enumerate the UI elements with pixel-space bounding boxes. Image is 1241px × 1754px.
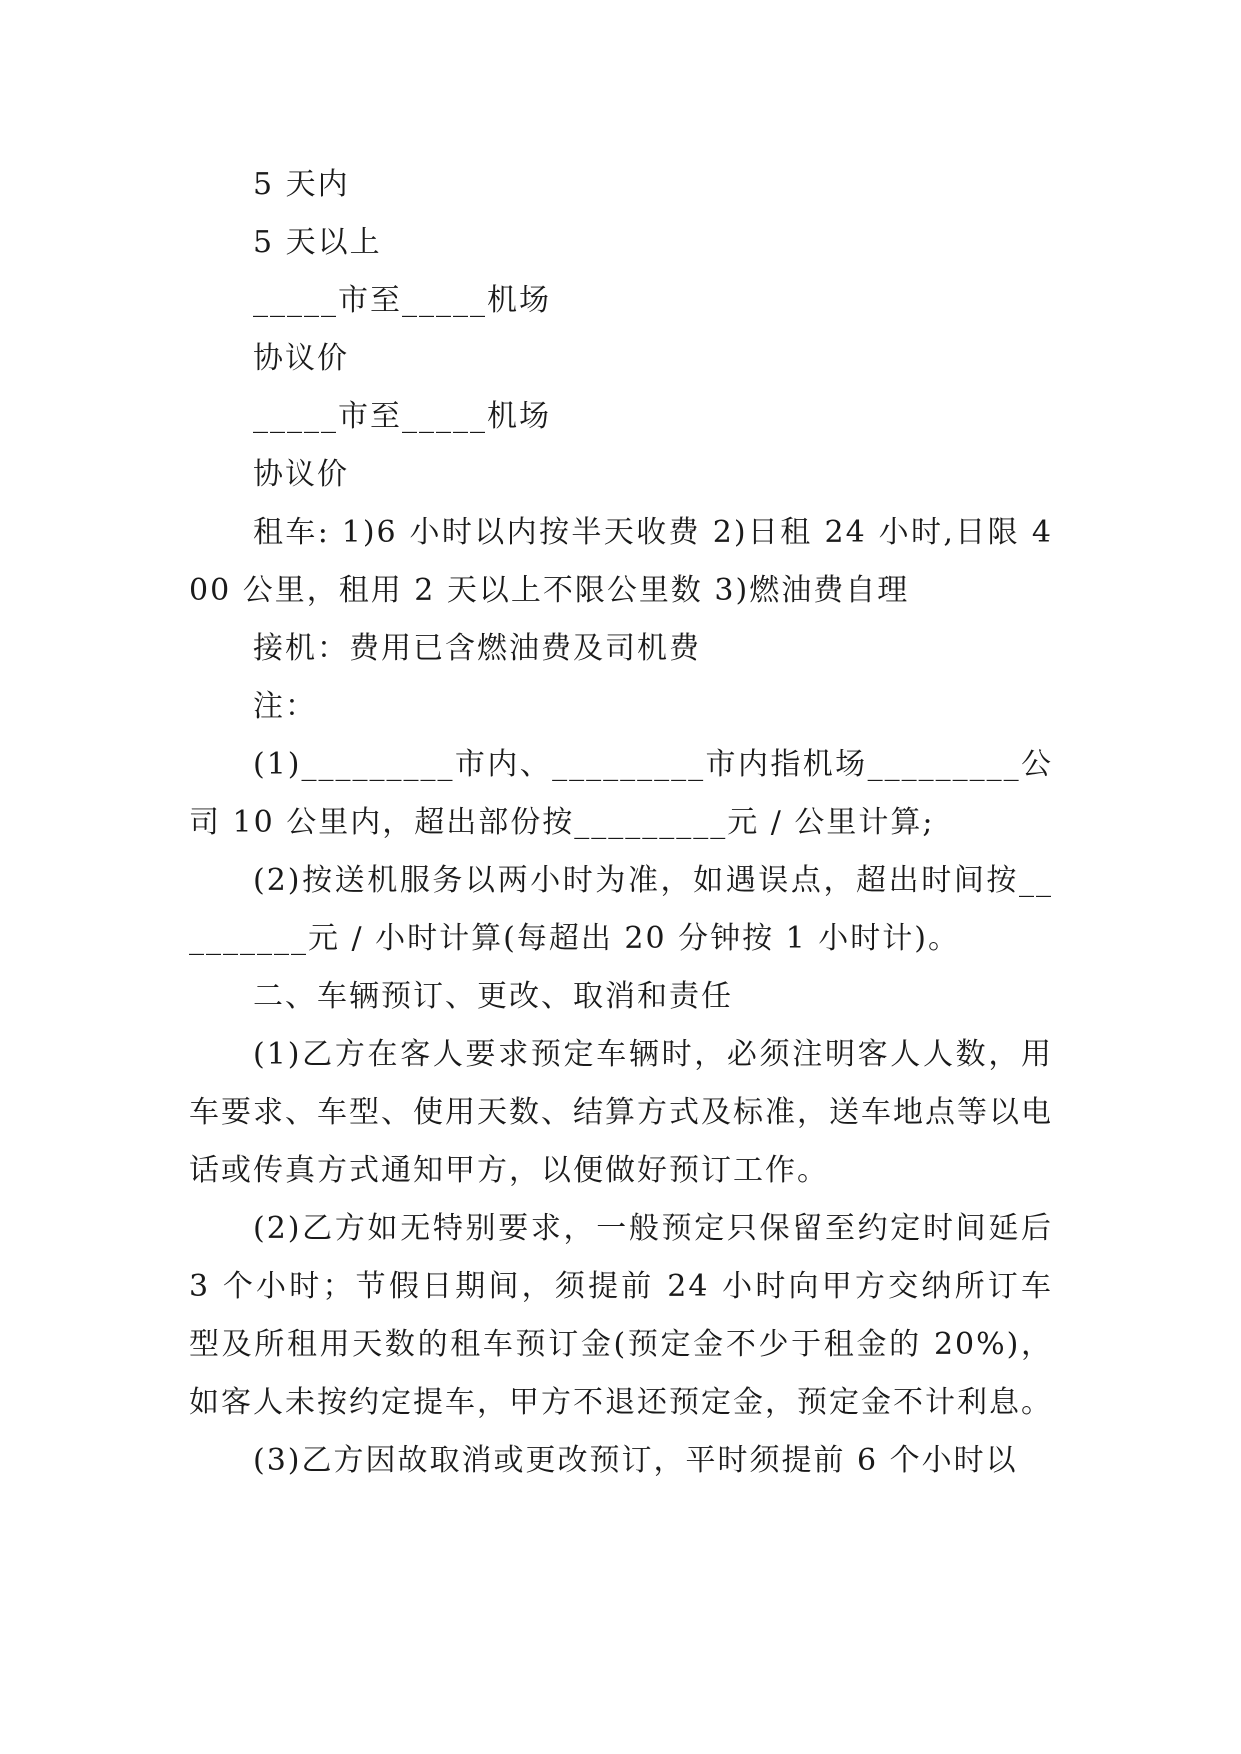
- paragraph-city-to-airport-2: _____市至_____机场: [253, 399, 551, 434]
- paragraph-city-to-airport-1: _____市至_____机场: [253, 283, 551, 318]
- paragraph-note-heading: 注：: [253, 689, 317, 724]
- paragraph-note-1: (1)_________市内、_________市内指机场_________公司 10 公里内，超出部份按_________元 / 公里计算;: [189, 747, 1053, 840]
- paragraph-booking-1: (1)乙方在客人要求预定车辆时，必须注明客人人数，用车要求、车型、使用天数、结算方式及标准，送车地点等以电话或传真方式通知甲方，以便做好预订工作。: [189, 1037, 1053, 1188]
- document-body: [189, 156, 1053, 1490]
- paragraph-negotiated-price-2: 协议价: [253, 457, 349, 492]
- paragraph-car-rental-terms: 租车: 1)6 小时以内按半天收费 2)日租 24 小时,日限 400 公里，租用 2 天以上不限公里数 3)燃油费自理: [189, 515, 1053, 608]
- paragraph-negotiated-price-1: 协议价: [253, 341, 349, 376]
- paragraph-5-days-above: 5 天以上: [253, 225, 382, 260]
- paragraph-5-days-within: 5 天内: [253, 167, 350, 202]
- paragraph-note-2: (2)按送机服务以两小时为准，如遇误点，超出时间按_________元 / 小时计算(每超出 20 分钟按 1 小时计)。: [189, 863, 1053, 956]
- section-heading-booking: 二、车辆预订、更改、取消和责任: [253, 979, 733, 1014]
- paragraph-booking-2: (2)乙方如无特别要求，一般预定只保留至约定时间延后 3 个小时；节假日期间，须提前 24 小时向甲方交纳所订车型及所租用天数的租车预订金(预定金不少于租金的 20%)，如客人未按约定提车，甲方不退还预定金，预定金不计利息。: [189, 1211, 1053, 1420]
- paragraph-booking-3: (3)乙方因故取消或更改预订，平时须提前 6 个小时以: [253, 1443, 1018, 1478]
- paragraph-airport-pickup: 接机：费用已含燃油费及司机费: [253, 631, 701, 666]
